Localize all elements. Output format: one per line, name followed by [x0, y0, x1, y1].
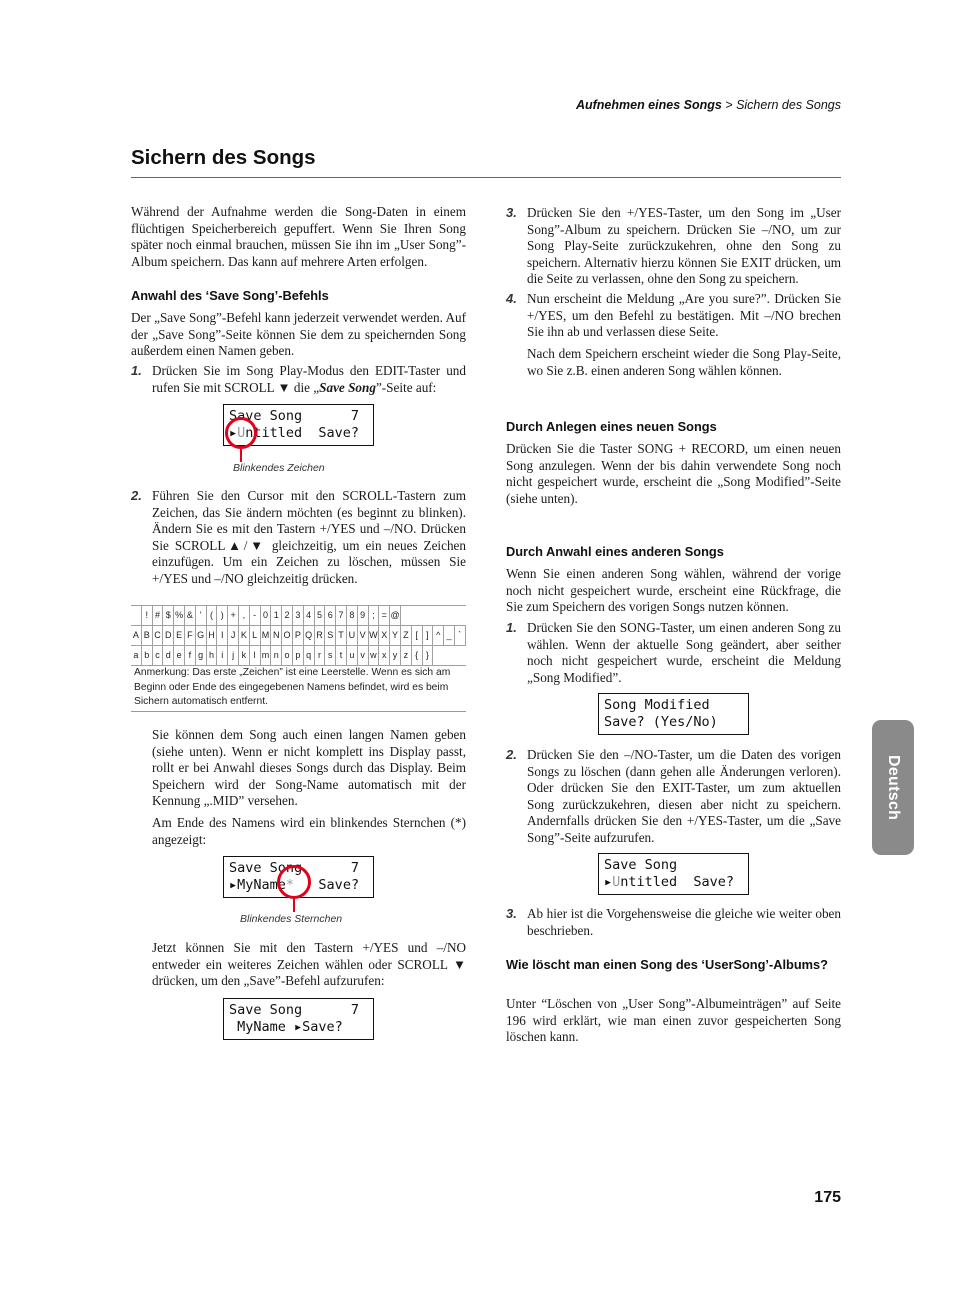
char-cell: Z: [401, 626, 412, 645]
lcd-display-save-song-untitled: [598, 853, 749, 895]
step-4-are-you-sure: [506, 291, 841, 341]
caption-blinking-char: Blinkendes Zeichen: [233, 462, 325, 474]
char-cell: ': [196, 606, 207, 625]
section-heading-delete-song: Wie löscht man einen Song des ‘UserSong’-Albums?: [506, 957, 828, 972]
page-title: Sichern des Songs: [131, 146, 316, 169]
char-cell: d: [163, 646, 174, 665]
step-text-emphasis: Save Song: [319, 379, 376, 395]
section-heading-other-song: Durch Anwahl eines anderen Songs: [506, 544, 724, 559]
save-song-description: Der „Save Song”-Befehl kann jederzeit verwendet werden. Auf der „Save Song”-Seite können Sie dem zu speichernden Song außerdem einen Namen geben.: [131, 310, 466, 359]
char-cell: y: [390, 646, 401, 665]
step-1-open-save-song: [131, 363, 466, 396]
char-cell: e: [174, 646, 185, 665]
char-table: [131, 605, 466, 666]
char-cell: K: [239, 626, 250, 645]
char-cell: F: [185, 626, 196, 645]
lcd-song-name: MyName: [229, 1019, 295, 1035]
char-cell: G: [196, 626, 207, 645]
char-cell: t: [336, 646, 347, 665]
char-cell: i: [217, 646, 228, 665]
char-cell: k: [239, 646, 250, 665]
char-cell: 5: [315, 606, 326, 625]
char-cell: =: [379, 606, 390, 625]
char-cell: c: [153, 646, 164, 665]
char-cell: [: [412, 626, 423, 645]
char-cell: _: [444, 626, 455, 645]
char-cell: S: [325, 626, 336, 645]
language-tab-label: Deutsch: [885, 754, 902, 821]
step-number: 4.: [506, 291, 517, 306]
note-rule: [131, 711, 466, 712]
char-cell: (: [207, 606, 218, 625]
intro-paragraph: Während der Aufnahme werden die Song-Daten in einem flüchtigen Speicherbereich gepuffert. Wenn Sie Ihren Song später noch einmal brauchen, müssen Sie ihn im „User Song”-Album speichern. Das kann auf mehrere Arten erfolgen.: [131, 204, 466, 269]
note-text: Anmerkung: Das erste „Zeichen” ist eine Leerstelle. Wenn es sich am Beginn oder Ende des eingegebenen Namens befindet, wird es beim Sichern automatisch entfernt.: [134, 667, 451, 707]
other-song-description: Wenn Sie einen anderen Song wählen, während der vorige noch nicht gespeichert wurde, erscheint eine Rückfrage, die Sie zum Speichern des vorigen Songs nutzen können.: [506, 566, 841, 615]
step-text: Nun erscheint die Meldung „Are you sure?”. Drücken Sie +/YES, um den Befehl zu bestätigen. Mit –/NO brechen Sie ihn ab und verlassen diese Seite.: [527, 291, 841, 340]
char-cell: f: [185, 646, 196, 665]
lcd-blinking-char: U: [237, 425, 246, 441]
section-heading-new-song: Durch Anlegen eines neuen Songs: [506, 419, 717, 434]
char-cell: z: [401, 646, 412, 665]
lcd-cursor-icon: ▶: [295, 1022, 301, 1033]
char-cell: l: [250, 646, 261, 665]
char-cell: p: [293, 646, 304, 665]
char-cell: 0: [261, 606, 272, 625]
char-cell: L: [250, 626, 261, 645]
char-cell: X: [379, 626, 390, 645]
char-cell: q: [304, 646, 315, 665]
char-cell: a: [131, 646, 142, 665]
char-cell: %: [174, 606, 185, 625]
step-text: [152, 363, 466, 396]
char-cell: D: [163, 626, 174, 645]
highlight-circle: [225, 417, 257, 449]
char-cell: 1: [271, 606, 282, 625]
char-cell: -: [250, 606, 261, 625]
char-cell: ^: [433, 626, 444, 645]
header-current: Sichern des Songs: [736, 98, 841, 112]
lcd-blinking-char: U: [612, 874, 621, 890]
char-cell: 9: [358, 606, 369, 625]
char-cell: w: [369, 646, 380, 665]
lcd-blinking-asterisk: *: [285, 877, 295, 893]
callout-line: [293, 899, 295, 912]
char-cell: B: [142, 626, 153, 645]
after-save-paragraph: Nach dem Speichern erscheint wieder die Song Play-Seite, wo Sie z.B. einen anderen Song wählen können.: [527, 346, 841, 378]
char-cell: j: [228, 646, 239, 665]
char-cell: u: [347, 646, 358, 665]
char-cell: 8: [347, 606, 358, 625]
step-2-edit-name: [131, 488, 466, 588]
lcd-cursor-icon: ▶: [230, 428, 236, 439]
char-cell: {: [412, 646, 423, 665]
char-cell: Y: [390, 626, 401, 645]
char-cell: h: [207, 646, 218, 665]
lcd-line-2: Save? (Yes/No): [604, 714, 718, 730]
step-text-part: ”-Seite auf:: [375, 379, 437, 395]
char-cell: !: [142, 606, 153, 625]
char-cell: g: [196, 646, 207, 665]
lcd-display-save-confirm: [223, 998, 374, 1040]
char-cell: [131, 606, 142, 625]
char-cell: V: [358, 626, 369, 645]
step-3-confirm-save: [506, 205, 841, 288]
char-cell: 3: [293, 606, 304, 625]
language-tab: [872, 720, 914, 855]
char-table-row: [131, 646, 466, 666]
step-2-discard-or-save: [506, 747, 841, 847]
char-cell: Q: [304, 626, 315, 645]
lcd-line-2: [604, 874, 743, 891]
char-cell: O: [282, 626, 293, 645]
char-table-row: [131, 626, 466, 646]
callout-line: [240, 449, 242, 462]
lcd-display-song-modified: [598, 693, 749, 735]
step-1-select-song: [506, 620, 841, 686]
char-cell: r: [315, 646, 326, 665]
char-cell: J: [228, 626, 239, 645]
char-cell: }: [423, 646, 434, 665]
lcd-line-1: Song Modified: [604, 697, 710, 713]
step-number: 2.: [506, 747, 517, 762]
lcd-line-1: Save Song 7: [229, 1002, 360, 1018]
char-cell: R: [315, 626, 326, 645]
char-cell: $: [163, 606, 174, 625]
step-text-part: Drücken Sie im Song Play-Modus den EDIT-Taster und rufen Sie mit SCROLL ▼ die „: [152, 363, 466, 395]
char-cell: C: [153, 626, 164, 645]
char-cell: #: [153, 606, 164, 625]
char-cell: ,: [239, 606, 250, 625]
step-number: 3.: [506, 205, 517, 220]
char-cell: ]: [423, 626, 434, 645]
char-cell: ): [217, 606, 228, 625]
char-cell: +: [228, 606, 239, 625]
caption-blinking-asterisk: Blinkendes Sternchen: [240, 913, 343, 925]
highlight-circle: [277, 865, 311, 899]
char-cell: m: [261, 646, 272, 665]
char-cell: 4: [304, 606, 315, 625]
delete-song-description: Unter “Löschen von „User Song”-Albumeinträgen” auf Seite 196 wird erklärt, wie man einen zuvor gespeicherten Song löschen kann.: [506, 996, 841, 1045]
char-cell: x: [379, 646, 390, 665]
step-text: Führen Sie den Cursor mit den SCROLL-Tastern zum Zeichen, das Sie ändern möchten (es beginnt zu blinken). Ändern Sie es mit den Tastern +/YES und –/NO. Drücken Sie SCROLL▲/▼ gleichzeitig, um ein neues Zeichen einzufügen. Um ein Zeichen zu löschen, müssen Sie +/YES und –/NO gleichzeitig drücken.: [152, 488, 466, 586]
char-cell: I: [217, 626, 228, 645]
char-cell: H: [207, 626, 218, 645]
char-cell: 2: [282, 606, 293, 625]
title-rule: [131, 177, 841, 178]
next-paragraph: Jetzt können Sie mit den Tastern +/YES und –/NO entweder ein weiteres Zeichen wählen oder SCROLL ▼ drücken, um den „Save”-Befehl aufzurufen:: [152, 940, 466, 989]
lcd-cursor-icon: ▶: [605, 877, 611, 888]
char-cell: v: [358, 646, 369, 665]
step-text: Drücken Sie den –/NO-Taster, um die Daten des vorigen Songs zu löschen (dann gehen alle Änderungen verloren). Oder drücken Sie den EXIT-Taster, um zum aktuellen Song zurückzukehren, diesen aber nicht zu speichern. Andernfalls drücken Sie den +/YES-Taster, um die „Save Song”-Seite aufzurufen.: [527, 747, 841, 845]
lcd-line-2-rest: ntitled Save?: [620, 874, 735, 890]
step-number: 2.: [131, 488, 142, 503]
char-cell: U: [347, 626, 358, 645]
char-cell: 6: [325, 606, 336, 625]
step-text: Ab hier ist die Vorgehensweise die gleiche wie weiter oben beschrieben.: [527, 906, 841, 938]
asterisk-paragraph: Am Ende des Namens wird ein blinkendes Sternchen (*) angezeigt:: [152, 815, 466, 847]
char-cell: E: [174, 626, 185, 645]
char-cell: `: [455, 626, 466, 645]
lcd-line-1: Save Song: [604, 857, 678, 873]
char-cell: @: [390, 606, 401, 625]
char-cell: ;: [369, 606, 380, 625]
step-3-continue: [506, 906, 841, 939]
lcd-line-2: [229, 1019, 368, 1036]
step-text: Drücken Sie den +/YES-Taster, um den Song im „User Song”-Album zu speichern. Drücken Sie –/NO, um zur Song Play-Seite zurückzukehren, ohne den Song zu speichern. Alternativ hierzu können Sie EXIT drücken, um die Seite zu verlassen, ohne den Song zu speichern.: [527, 205, 841, 287]
char-cell: b: [142, 646, 153, 665]
page-number: 175: [814, 1189, 841, 1206]
char-cell: &: [185, 606, 196, 625]
char-cell: T: [336, 626, 347, 645]
lcd-cursor-icon: ▶: [230, 880, 236, 891]
section-heading-save-song: Anwahl des ‘Save Song’-Befehls: [131, 288, 329, 303]
char-cell: s: [325, 646, 336, 665]
step-number: 1.: [131, 363, 142, 378]
lcd-line-1: Save Song 7: [229, 408, 360, 424]
char-cell: W: [369, 626, 380, 645]
header-separator: >: [721, 98, 737, 112]
char-cell: M: [261, 626, 272, 645]
long-name-paragraph: Sie können dem Song auch einen langen Namen geben (siehe unten). Wenn er nicht komplett ins Display passt, rollt er bei Anwahl dieses Songs durch das Display. Beim Speichern wird der Song-Name automatisch mit der Kennung „.MID” versehen.: [152, 727, 466, 809]
char-table-row: [131, 606, 466, 626]
char-cell: A: [131, 626, 142, 645]
step-text: Drücken Sie den SONG-Taster, um einen anderen Song zu wählen. Wenn der aktuelle Song geändert, aber seither noch nicht gespeichert wurde, erscheint die Meldung „Song Modified”.: [527, 620, 841, 685]
char-cell: o: [282, 646, 293, 665]
step-number: 3.: [506, 906, 517, 921]
header-section: Aufnehmen eines Songs: [575, 98, 722, 112]
lcd-song-name: MyName: [237, 877, 286, 893]
step-number: 1.: [506, 620, 517, 635]
char-cell: n: [271, 646, 282, 665]
new-song-description: Drücken Sie die Taster SONG + RECORD, um einen neuen Song anzulegen. Wenn der bis dahin verwendete Song noch nicht gespeichert wurde, erscheint die „Song Modified”-Seite (siehe unten).: [506, 441, 841, 506]
char-cell: P: [293, 626, 304, 645]
char-cell: 7: [336, 606, 347, 625]
lcd-line-2-rest: Save?: [302, 1019, 343, 1035]
lcd-line-2-rest: Save?: [294, 877, 360, 893]
char-cell: N: [271, 626, 282, 645]
lcd-line-1: Save Song 7: [229, 860, 360, 876]
running-header: [576, 98, 841, 113]
lcd-line-2-rest: ntitled Save?: [245, 425, 360, 441]
